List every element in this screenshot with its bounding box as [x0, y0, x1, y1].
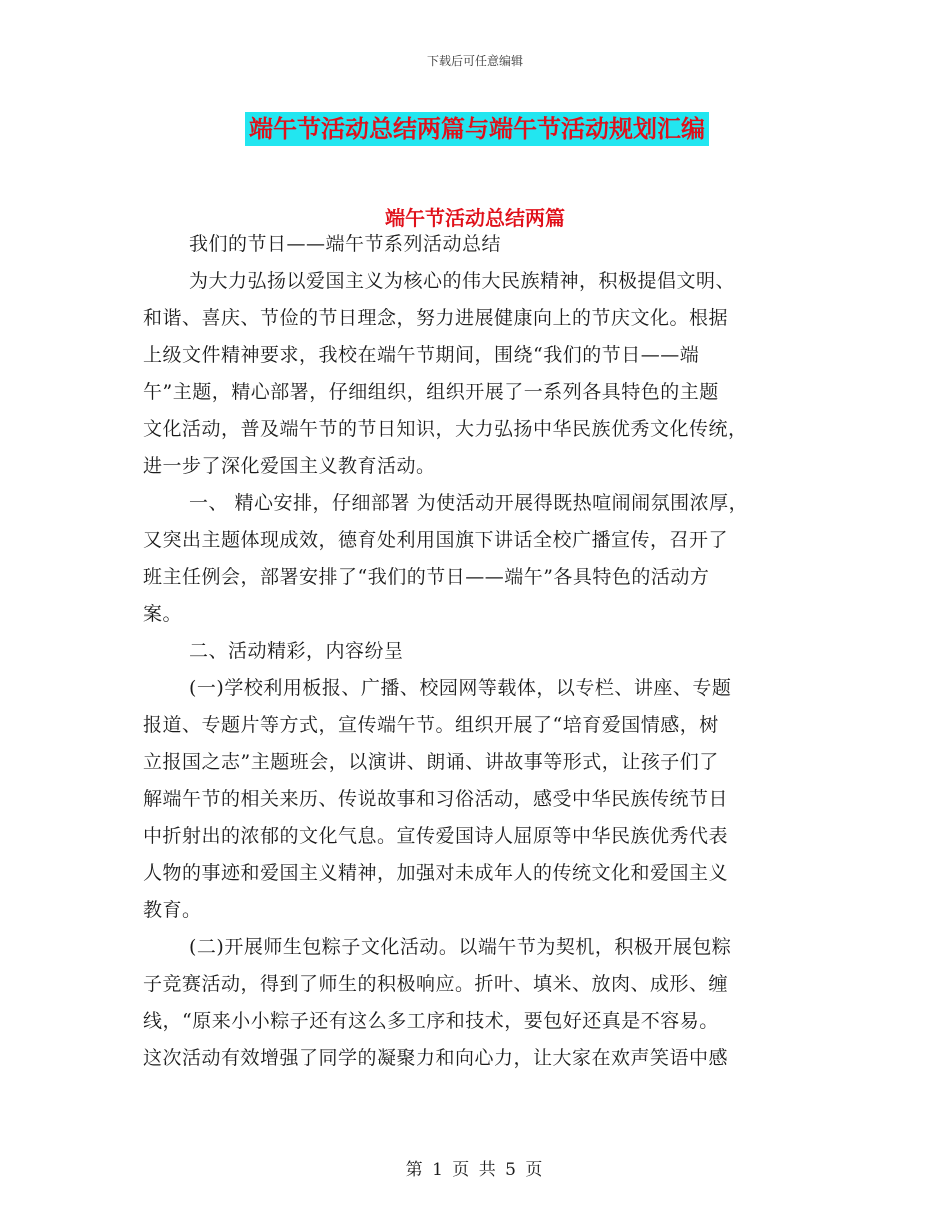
text-line: 线，“原来小小粽子还有这么多工序和技术，要包好还真是不容易。: [143, 1010, 719, 1032]
text-line: 立报国之志”主题班会，以演讲、朗诵、讲故事等形式，让孩子们了: [143, 751, 719, 773]
text-line: 这次活动有效增强了同学的凝聚力和向心力，让大家在欢声笑语中感: [143, 1047, 729, 1069]
text-line: 中折射出的浓郁的文化气息。宣传爱国诗人屈原等中华民族优秀代表: [143, 825, 729, 847]
text-line: 班主任例会，部署安排了“我们的节日——端午”各具特色的活动方: [143, 566, 710, 588]
text-line: 一、 精心安排，仔细部署 为使活动开展得既热喧闹闹氛围浓厚，: [189, 492, 749, 514]
text-line: 我们的节日——端午节系列活动总结: [189, 233, 502, 255]
text-line: 教育。: [143, 899, 202, 921]
section-title: 端午节活动总结两篇: [385, 206, 565, 230]
text-line: 解端午节的相关来历、传说故事和习俗活动，感受中华民族传统节日: [143, 788, 729, 810]
text-line: (二)开展师生包粽子文化活动。以端午节为契机，积极开展包粽: [189, 936, 732, 958]
text-line: (一)学校利用板报、广播、校园网等载体，以专栏、讲座、专题: [189, 677, 732, 699]
page-header-note: 下载后可任意编辑: [426, 54, 523, 68]
text-line: 上级文件精神要求，我校在端午节期间，围绕“我们的节日——端: [143, 344, 700, 366]
text-line: 进一步了深化爱国主义教育活动。: [143, 455, 436, 477]
text-line: 和谐、喜庆、节俭的节日理念，努力进展健康向上的节庆文化。根据: [143, 307, 729, 329]
text-line: 报道、专题片等方式，宣传端午节。组织开展了“培育爱国情感，树: [143, 714, 719, 736]
text-line: 为大力弘扬以爱国主义为核心的伟大民族精神，积极提倡文明、: [189, 270, 736, 292]
text-line: 文化活动，普及端午节的节日知识，大力弘扬中华民族优秀文化传统，: [143, 418, 748, 440]
text-line: 二、活动精彩，内容纷呈: [189, 640, 404, 662]
text-line: 人物的事迹和爱国主义精神，加强对未成年人的传统文化和爱国主义: [143, 862, 729, 884]
page-footer: 第 1 页 共 5 页: [405, 1160, 545, 1180]
document-title: 端午节活动总结两篇与端午节活动规划汇编: [245, 112, 709, 146]
text-line: 午”主题，精心部署，仔细组织，组织开展了一系列各具特色的主题: [143, 381, 719, 403]
text-line: 案。: [143, 603, 183, 625]
body-text: [143, 226, 808, 1077]
text-line: 子竞赛活动，得到了师生的积极响应。折叶、填米、放肉、成形、缠: [143, 973, 729, 995]
text-line: 又突出主题体现成效，德育处利用国旗下讲话全校广播宣传，召开了: [143, 529, 729, 551]
